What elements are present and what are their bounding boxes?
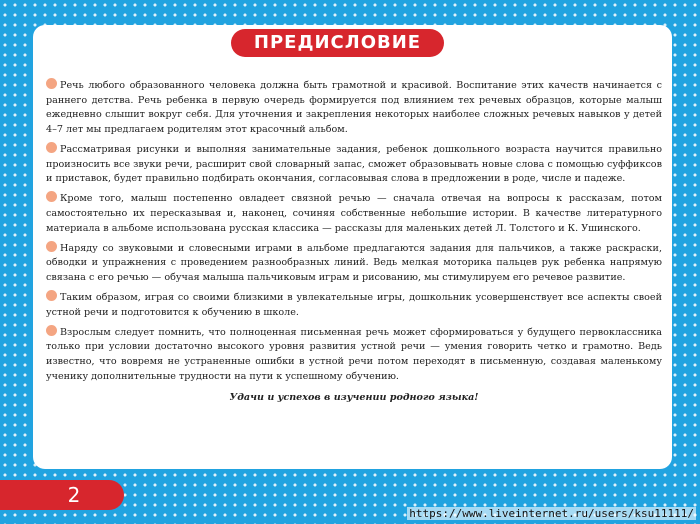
paragraph: Кроме того, малыш постепенно овладеет связной речью — сначала отвечая на вопросы к рассказам, потом самостоятельно их пересказывая и, наконец, сочиняя собственные небольшие истории. В качестве литературного материала в альбоме использована русская классика — рассказы для маленьких детей Л. Толстого и К. Ушинского. [46, 193, 662, 234]
closing-line: Удачи и успехов в изучении родного языка! [229, 392, 479, 403]
page-number: 2 [67, 483, 81, 507]
bullet-dot-icon [46, 325, 57, 336]
paragraph: Наряду со звуковыми и словесными играми в альбоме предлагаются задания для пальчиков, а также раскраски, обводки и упражнения с проведением разнообразных линий. Ведь мелкая моторика пальцев рук ребенка напрямую связана с его речью — обучая малыша пальчиковым играм и рисованию, мы стимулируем его речевое развитие. [46, 242, 662, 283]
paragraph: Таким образом, играя со своими близкими в увлекательные игры, дошкольник усовершенствует все аспекты своей устной речи и подготовится к обучению в школе. [46, 292, 662, 318]
bullet-dot-icon [46, 191, 57, 202]
page-title: ПРЕДИСЛОВИЕ [231, 29, 444, 57]
page-number-badge [0, 480, 124, 510]
paragraph: Речь любого образованного человека должна быть грамотной и красивой. Воспитание этих качеств начинается с раннего детства. Речь ребенка в первую очередь формируется под влиянием тех речевых образцов, которые малыш ежедневно слышит вокруг себя. Для уточнения и закрепления некоторых наиболее сложных речевых навыков у детей 4–7 лет мы предлагаем родителям этот красочный альбом. [46, 80, 662, 135]
bullet-dot-icon [46, 290, 57, 301]
bullet-dot-icon [46, 241, 57, 252]
paragraph: Взрослым следует помнить, что полноценная письменная речь может сформироваться у будущего первоклассника только при условии достаточно высокого уровня развития устной речи — умения говорить четко и грамотно. Ведь известно, что вовремя не устраненные ошибки в устной речи потом переходят в письменную, создавая маленькому ученику дополнительные трудности на пути к успешному обучению. [46, 326, 662, 382]
bullet-dot-icon [46, 78, 57, 89]
paragraph: Рассматривая рисунки и выполняя занимательные задания, ребенок дошкольного возраста научится правильно произносить все звуки речи, расширит свой словарный запас, сможет образовывать новые слова с помощью суффиксов и приставок, будет правильно подбирать окончания, согласовывая слова в предложении в роде, числе и падеже. [46, 143, 662, 185]
watermark-url: https://www.liveinternet.ru/users/ksu11111/ [409, 507, 694, 520]
bullet-dot-icon [46, 142, 57, 153]
preface-body [46, 78, 662, 389]
